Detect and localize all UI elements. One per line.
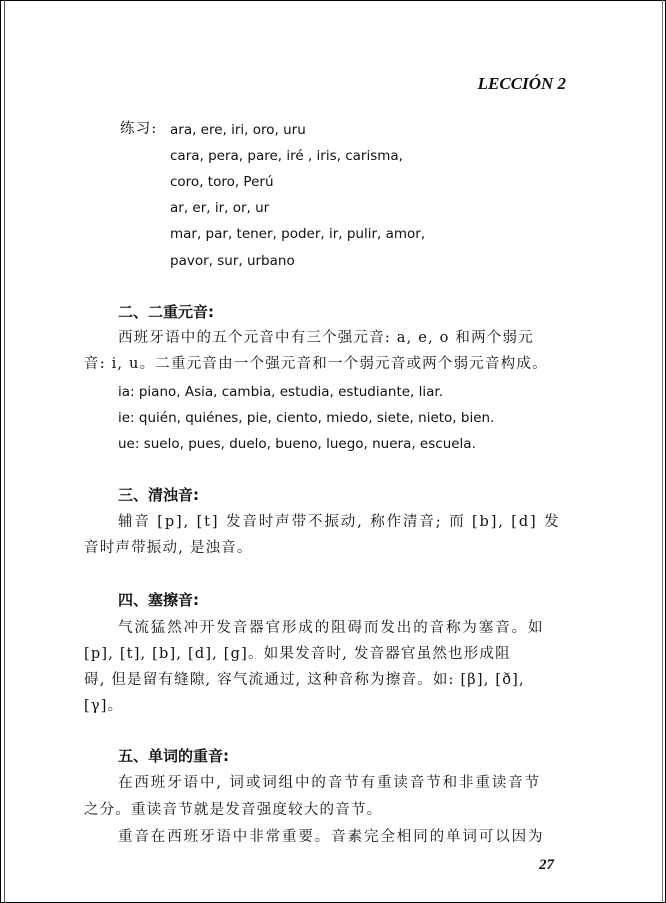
diphthong-example-ie: ie: quién, quiénes, pie, ciento, miedo, siete, nieto, bien. xyxy=(118,410,495,426)
practice-label: 练习: xyxy=(120,121,158,137)
diphthong-example-ia: ia: piano, Asia, cambia, estudia, estudiante, liar. xyxy=(118,384,444,400)
stress-para-1: 在西班牙语中, 词或词组中的音节有重读音节和非重读音节 xyxy=(118,775,542,791)
stress-para-3: 重音在西班牙语中非常重要。音素完全相同的单词可以因为 xyxy=(118,829,545,845)
practice-line-1: ara, ere, iri, oro, uru xyxy=(170,122,306,138)
section-heading-voicing: 三、清浊音: xyxy=(118,486,199,504)
practice-line-5: mar, par, tener, poder, ir, pulir, amor, xyxy=(170,226,426,242)
diphthongs-para-1: 西班牙语中的五个元音中有三个强元音: a, e, o 和两个弱元 xyxy=(118,330,534,346)
right-edge-line xyxy=(662,0,663,903)
stops-para-2: [p], [t], [b], [d], [g]。如果发音时, 发音器官虽然也形成阻 xyxy=(84,646,511,662)
voicing-para-1: 辅音 [p], [t] 发音时声带不振动, 称作清音; 而 [b], [d] 发 xyxy=(118,514,561,530)
practice-line-3: coro, toro, Perú xyxy=(170,174,274,190)
diphthong-example-ue: ue: suelo, pues, duelo, bueno, luego, nuera, escuela. xyxy=(118,436,476,452)
practice-line-2: cara, pera, pare, iré , iris, carisma, xyxy=(170,148,403,164)
voicing-para-2: 音时声带振动, 是浊音。 xyxy=(84,540,253,556)
section-heading-diphthongs: 二、二重元音: xyxy=(118,303,214,321)
stops-para-3: 碍, 但是留有缝隙, 容气流通过, 这种音称为擦音。如: [β], [ð], xyxy=(84,672,525,688)
diphthongs-para-2: 音: i, u。二重元音由一个强元音和一个弱元音或两个弱元音构成。 xyxy=(84,356,548,372)
stops-para-4: [γ]。 xyxy=(84,698,124,714)
lesson-header: LECCIÓN 2 xyxy=(477,74,566,93)
practice-line-6: pavor, sur, urbano xyxy=(170,253,295,269)
page-number: 27 xyxy=(539,857,554,873)
section-heading-stress: 五、单词的重音: xyxy=(118,747,229,765)
section-heading-stops: 四、塞擦音: xyxy=(118,591,199,609)
stops-para-1: 气流猛然冲开发音器官形成的阻碍而发出的音称为塞音。如 xyxy=(118,620,545,636)
stress-para-2: 之分。重读音节就是发音强度较大的音节。 xyxy=(84,802,383,818)
left-edge-line xyxy=(4,0,5,903)
practice-line-4: ar, er, ir, or, ur xyxy=(170,200,270,216)
